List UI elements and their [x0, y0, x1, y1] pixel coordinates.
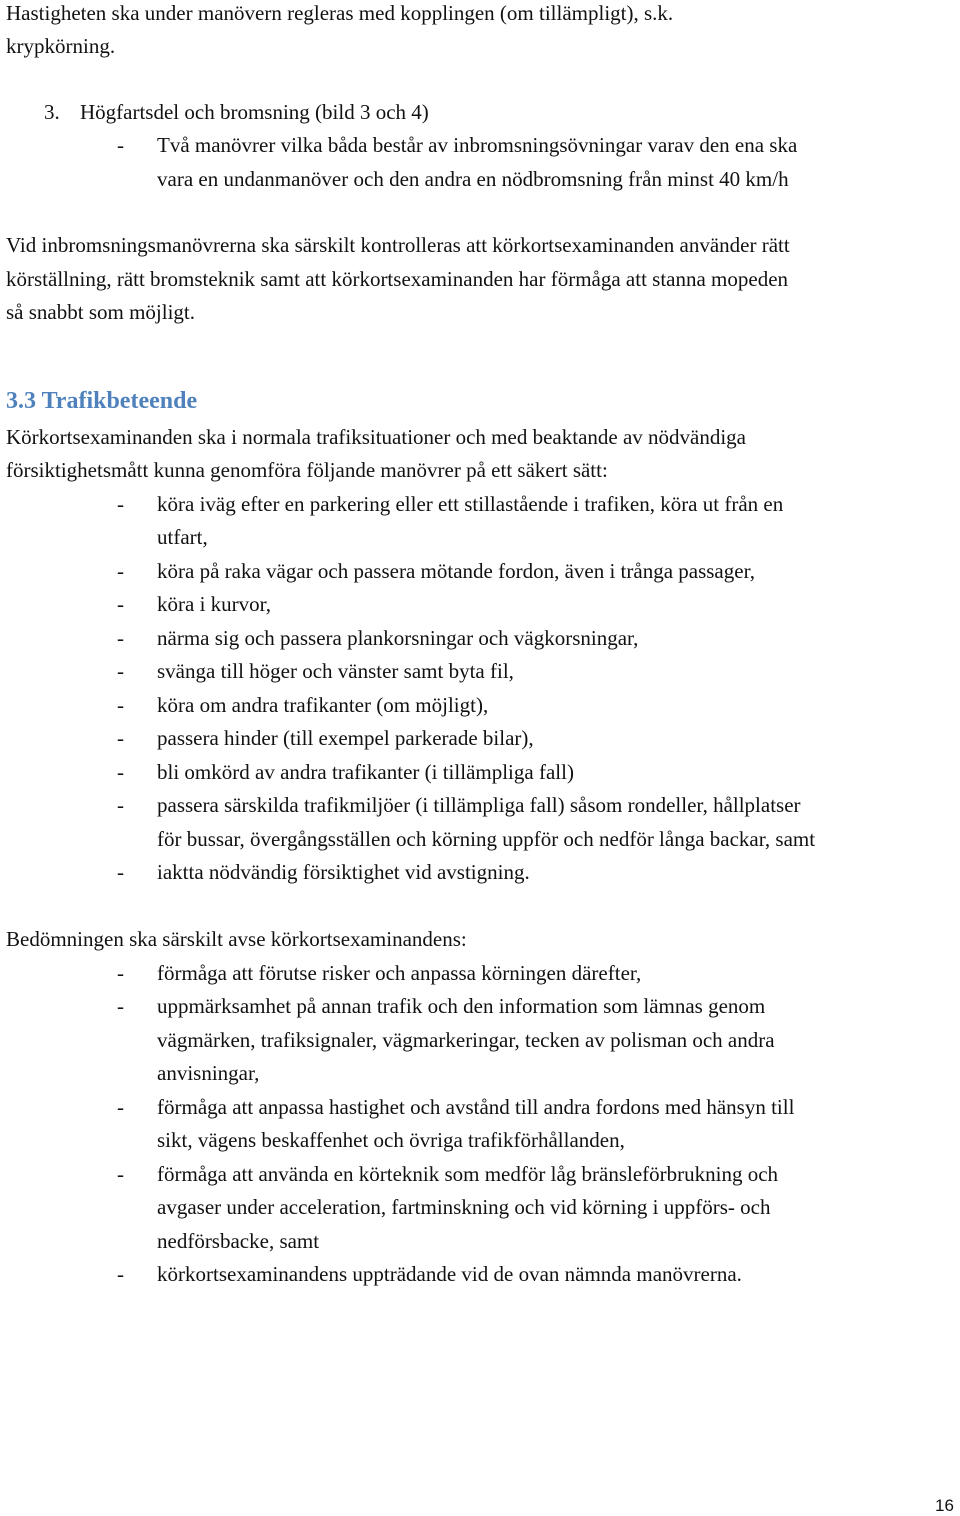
list-item-marker: -	[117, 133, 124, 157]
traffic-list-item: svänga till höger och vänster samt byta fil,	[157, 659, 514, 683]
list-item-marker: -	[117, 559, 124, 583]
section-3-bullet-line-1: Två manövrer vilka båda består av inbromsningsövningar varav den ena ska	[157, 133, 798, 157]
assessment-list-item: uppmärksamhet på annan trafik och den information som lämnas genom	[157, 994, 766, 1018]
traffic-intro-line-2: försiktighetsmått kunna genomföra följande manövrer på ett säkert sätt:	[6, 458, 608, 482]
list-item-marker: -	[117, 760, 124, 784]
assessment-list-item-continuation: vägmärken, trafiksignaler, vägmarkeringar, tecken av polisman och andra	[157, 1028, 775, 1052]
assessment-list-item-continuation: nedförsbacke, samt	[157, 1229, 320, 1253]
traffic-intro-line-1: Körkortsexaminanden ska i normala trafiksituationer och med beaktande av nödvändiga	[6, 425, 747, 449]
list-item-marker: -	[117, 693, 124, 717]
section-heading: 3.3 Trafikbeteende	[6, 388, 198, 414]
traffic-list-item-continuation: utfart,	[157, 525, 208, 549]
assessment-intro: Bedömningen ska särskilt avse körkortsexaminandens:	[6, 927, 467, 951]
assessment-list-item: förmåga att anpassa hastighet och avstånd till andra fordons med hänsyn till	[157, 1095, 795, 1119]
intro-text-line-1: Hastigheten ska under manövern regleras med kopplingen (om tillämpligt), s.k.	[6, 1, 674, 25]
list-item-marker: -	[117, 659, 124, 683]
list-item-marker: -	[117, 793, 124, 817]
traffic-list-item: köra på raka vägar och passera mötande fordon, även i trånga passager,	[157, 559, 755, 583]
list-item-marker: -	[117, 1162, 124, 1186]
section-3-title: Högfartsdel och bromsning (bild 3 och 4)	[80, 100, 429, 124]
traffic-list-item: köra om andra trafikanter (om möjligt),	[157, 693, 489, 717]
intro-text-line-2: krypkörning.	[6, 34, 116, 58]
traffic-list-item: bli omkörd av andra trafikanter (i tillämpliga fall)	[157, 760, 574, 784]
list-item-marker: -	[117, 592, 124, 616]
list-item-marker: -	[117, 492, 124, 516]
traffic-list-item: köra iväg efter en parkering eller ett stillastående i trafiken, köra ut från en	[157, 492, 784, 516]
list-item-marker: -	[117, 1095, 124, 1119]
list-item-marker: -	[117, 626, 124, 650]
list-item-marker: -	[117, 961, 124, 985]
traffic-list-item-continuation: för bussar, övergångsställen och körning uppför och nedför långa backar, samt	[157, 827, 816, 851]
traffic-list-item: köra i kurvor,	[157, 592, 272, 616]
traffic-list-item: passera särskilda trafikmiljöer (i tillämpliga fall) såsom rondeller, hållplatser	[157, 793, 801, 817]
list-item-marker: -	[117, 726, 124, 750]
traffic-list-item: passera hinder (till exempel parkerade bilar),	[157, 726, 534, 750]
list-item-marker: -	[117, 1262, 124, 1286]
assessment-list-item-continuation: avgaser under acceleration, fartminskning och vid körning i uppförs- och	[157, 1195, 771, 1219]
assessment-list-item-continuation: anvisningar,	[157, 1061, 260, 1085]
assessment-list-item: förmåga att använda en körteknik som medför låg bränsleförbrukning och	[157, 1162, 779, 1186]
list-item-marker: -	[117, 994, 124, 1018]
assessment-list-item: förmåga att förutse risker och anpassa körningen därefter,	[157, 961, 642, 985]
traffic-list-item: närma sig och passera plankorsningar och vägkorsningar,	[157, 626, 639, 650]
braking-paragraph-line-1: Vid inbromsningsmanövrerna ska särskilt kontrolleras att körkortsexaminanden använder rätt	[6, 233, 790, 257]
traffic-list-item: iaktta nödvändig försiktighet vid avstigning.	[157, 860, 530, 884]
list-item-marker: -	[117, 860, 124, 884]
page-number: 16	[935, 1496, 954, 1515]
assessment-list-item: körkortsexaminandens uppträdande vid de ovan nämnda manövrerna.	[157, 1262, 742, 1286]
assessment-list-item-continuation: sikt, vägens beskaffenhet och övriga trafikförhållanden,	[157, 1128, 625, 1152]
section-3-number: 3.	[44, 100, 60, 124]
section-3-bullet-line-2: vara en undanmanöver och den andra en nödbromsning från minst 40 km/h	[157, 167, 789, 191]
braking-paragraph-line-2: körställning, rätt bromsteknik samt att körkortsexaminanden har förmåga att stanna mopeden	[6, 267, 789, 291]
braking-paragraph-line-3: så snabbt som möjligt.	[6, 300, 195, 324]
